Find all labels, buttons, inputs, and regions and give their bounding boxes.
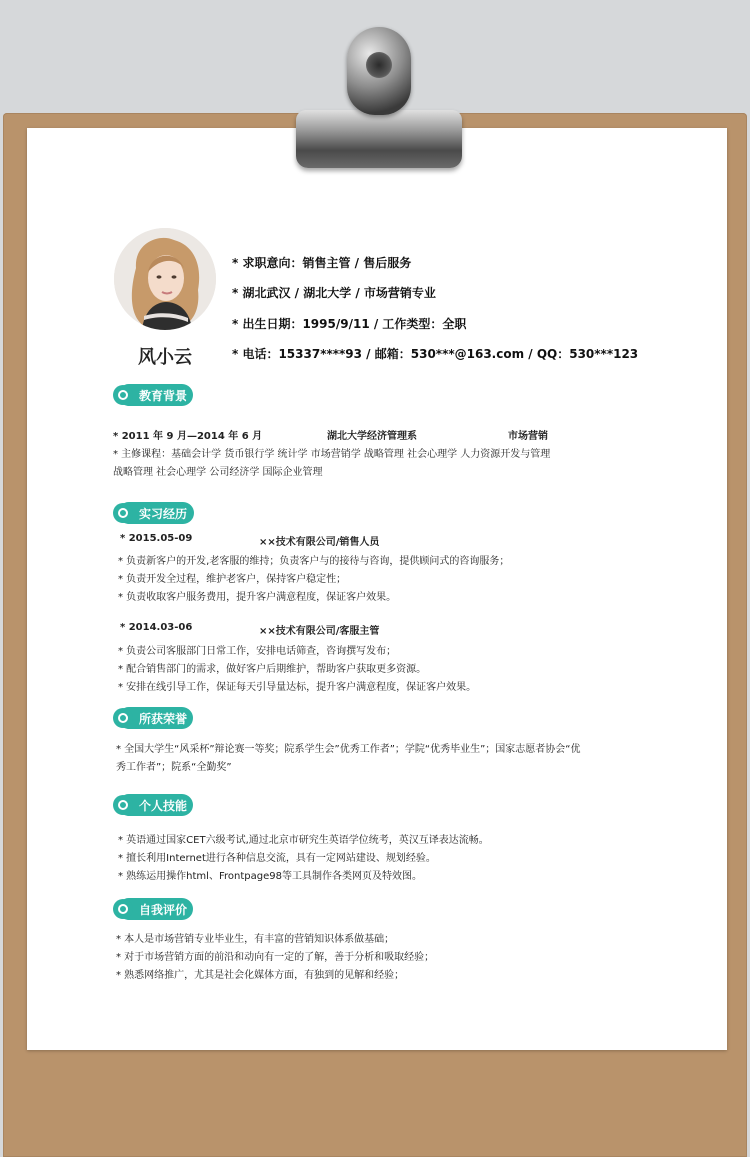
ring-dot-icon bbox=[113, 503, 133, 523]
candidate-name: 风小云 bbox=[138, 347, 192, 368]
education-period: * 2011 年 9 月—2014 年 6 月 bbox=[113, 431, 263, 442]
job-date: * 2015.05-09 bbox=[120, 533, 193, 544]
section-title: 实习经历 bbox=[139, 507, 188, 521]
job-item: * 安排在线引导工作，保证每天引导量达标，提升客户满意程度，保证客户效果。 bbox=[118, 682, 477, 693]
info-job-intention: * 求职意向：销售主管 / 售后服务 bbox=[232, 256, 412, 270]
job-item: * 负责开发全过程，维护老客户，保持客户稳定性； bbox=[118, 574, 347, 585]
education-major: 市场营销 bbox=[508, 431, 548, 442]
skills-line: * 熟练运用操作html、Frontpage98等工具制作各类网页及特效图。 bbox=[118, 871, 422, 882]
education-courses-line-1: * 主修课程：基础会计学 货币银行学 统计学 市场营销学 战略管理 社会心理学 人力资源开发与管理 bbox=[113, 449, 551, 460]
honors-line-2: 秀工作者”；院系“全勤奖” bbox=[116, 762, 232, 773]
ring-dot-icon bbox=[113, 708, 133, 728]
job-item: * 负责收取客户服务费用，提升客户满意程度，保证客户效果。 bbox=[118, 592, 397, 603]
education-school: 湖北大学经济管理系 bbox=[327, 431, 417, 442]
section-title: 所获荣誉 bbox=[139, 712, 188, 726]
self-eval-line: * 熟悉网络推广，尤其是社会化媒体方面，有独到的见解和经验； bbox=[116, 970, 405, 981]
ring-dot-icon bbox=[113, 385, 133, 405]
binder-clip-hole bbox=[366, 52, 392, 78]
job-item: * 配合销售部门的需求，做好客户后期维护，帮助客户获取更多资源。 bbox=[118, 664, 427, 675]
job-company: ××技术有限公司/销售人员 bbox=[259, 537, 380, 548]
self-eval-line: * 对于市场营销方面的前沿和动向有一定的了解，善于分析和吸取经验； bbox=[116, 952, 435, 963]
skills-line: * 英语通过国家CET六级考试,通过北京市研究生英语学位统考，英汉互译表达流畅。 bbox=[118, 835, 489, 846]
info-birth-worktype: * 出生日期：1995/9/11 / 工作类型：全职 bbox=[232, 317, 467, 331]
section-title: 教育背景 bbox=[139, 389, 188, 403]
section-title: 个人技能 bbox=[139, 799, 188, 813]
info-location-school: * 湖北武汉 / 湖北大学 / 市场营销专业 bbox=[232, 286, 436, 300]
job-item: * 负责公司客服部门日常工作，安排电话筛查，咨询撰写发布； bbox=[118, 646, 397, 657]
binder-clip-base bbox=[296, 110, 462, 168]
portrait-photo bbox=[114, 228, 216, 330]
ring-dot-icon bbox=[113, 795, 133, 815]
job-item: * 负责新客户的开发,老客服的维持；负责客户与的接待与咨询，提供顾问式的咨询服务； bbox=[118, 556, 510, 567]
ring-dot-icon bbox=[113, 899, 133, 919]
self-eval-line: * 本人是市场营销专业毕业生，有丰富的营销知识体系做基础； bbox=[116, 934, 395, 945]
education-courses-line-2: 战略管理 社会心理学 公司经济学 国际企业管理 bbox=[113, 467, 323, 478]
avatar bbox=[114, 228, 216, 330]
job-date: * 2014.03-06 bbox=[120, 622, 193, 633]
honors-line-1: * 全国大学生“风采杯”辩论赛一等奖；院系学生会”优秀工作者”；学院“优秀毕业生”；国家志愿者协会“优 bbox=[116, 744, 581, 755]
job-company: ××技术有限公司/客服主管 bbox=[259, 626, 380, 637]
info-contact: * 电话：15337****93 / 邮箱：530***@163.com / QQ：530***123 bbox=[232, 347, 639, 361]
section-title: 自我评价 bbox=[139, 903, 188, 917]
skills-line: * 擅长利用Internet进行各种信息交流，具有一定网站建设、规划经验。 bbox=[118, 853, 436, 864]
